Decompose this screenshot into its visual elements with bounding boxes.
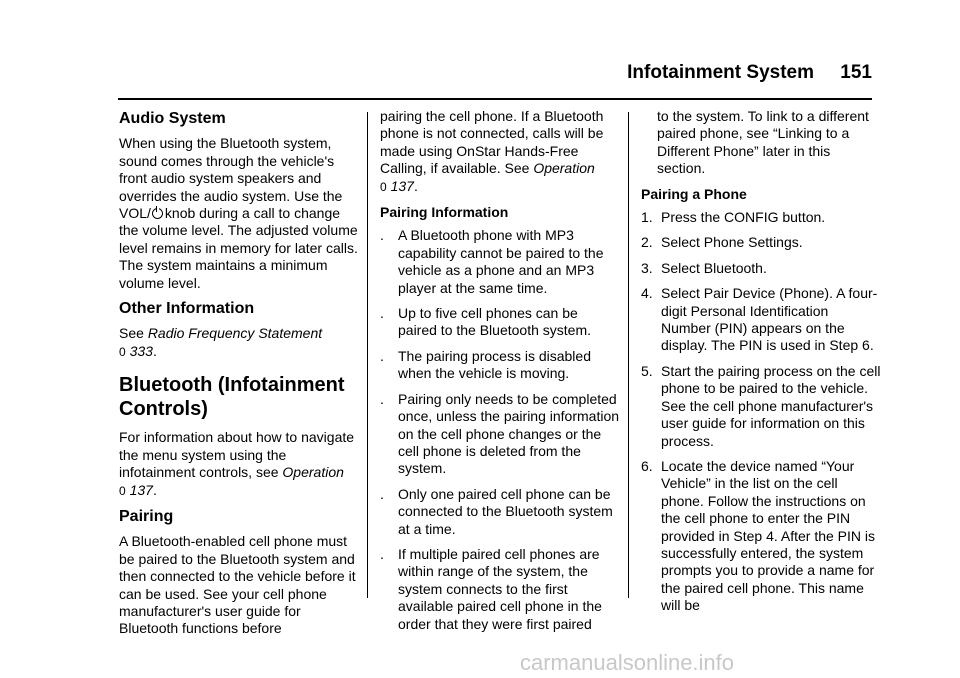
- list-item-text: Pairing only needs to be completed once, unless the pairing information on the cell phone changes or the cell phone is deleted from the system.: [398, 390, 620, 477]
- operation-ref-link[interactable]: Operation: [282, 464, 344, 481]
- page-ref-333[interactable]: 333: [129, 342, 153, 359]
- bluetooth-heading: Bluetooth (Infotainment Controls): [119, 374, 345, 421]
- bullet-mark: .: [380, 227, 384, 244]
- bluetooth-intro-text: For information about how to navigate the menu system using the infotainment controls, see Operation 0 137.: [119, 429, 355, 498]
- step-number: 4.: [641, 285, 653, 302]
- pairing-a-phone-heading: Pairing a Phone: [641, 185, 747, 202]
- page-ref-137[interactable]: 137: [390, 177, 414, 194]
- step-number: 6.: [641, 457, 653, 474]
- see-label: See: [119, 325, 144, 342]
- list-item: [380, 305, 620, 340]
- watermark: carmanualsonline.info: [520, 650, 735, 675]
- bullet-mark: .: [380, 347, 384, 364]
- pairing-heading: Pairing: [119, 507, 174, 525]
- pairing-continued-text: pairing the cell phone. If a Bluetooth phone is not connected, calls will be made using OnStar Hands-Free Calling, if available. See Operation 0 137.: [380, 108, 604, 194]
- step-item: [641, 260, 881, 277]
- other-information-heading: Other Information: [119, 300, 255, 318]
- step-number: 5.: [641, 362, 653, 379]
- operation-ref-link[interactable]: Operation: [533, 160, 595, 177]
- step-text: Press the CONFIG button.: [661, 209, 826, 226]
- header-title: Infotainment System: [627, 62, 814, 83]
- bluetooth-intro: For information about how to navigate the menu system using the infotainment controls, see: [119, 429, 355, 481]
- pairing-continued-text: to the system. To link to a different paired phone, see “Linking to a Different Phone” later in this section.: [657, 108, 869, 177]
- step-item: [641, 209, 881, 226]
- radio-frequency-ref-link[interactable]: Radio Frequency Statement: [147, 325, 323, 342]
- page-header: [118, 62, 872, 102]
- column-divider: [367, 112, 368, 598]
- bullet-mark: .: [380, 390, 384, 407]
- step-item: [641, 234, 881, 251]
- step-item: [641, 458, 881, 615]
- audio-system-heading: Audio System: [119, 110, 226, 127]
- list-item-text: Only one paired cell phone can be connected to the Bluetooth system at a time.: [398, 485, 613, 537]
- page-ref-137[interactable]: 137: [129, 481, 153, 498]
- step-text: Select Phone Settings.: [661, 234, 803, 251]
- page-number: 151: [840, 62, 872, 83]
- step-number: 3.: [641, 259, 653, 276]
- pairing-text: A Bluetooth-enabled cell phone must be paired to the Bluetooth system and then connected to the vehicle before it can be used. See your cell phone manufacturer's user guide for Bluetooth functions before: [119, 533, 356, 637]
- list-item: [380, 391, 620, 478]
- power-icon: [152, 208, 163, 219]
- step-text: Locate the device named “Your Vehicle” in the list on the cell phone. Follow the instructions on the cell phone to enter the PIN provided in Step 4. After the PIN is successfully entered, the system prompts you to provide a name for the paired cell phone. This name will be: [661, 457, 876, 614]
- list-item: [380, 348, 620, 383]
- step-text: Start the pairing process on the cell phone to be paired to the vehicle. See the cell phone manufacturer's user guide for information on this process.: [661, 362, 881, 449]
- bullet-mark: .: [380, 305, 384, 322]
- step-text: Select Pair Device (Phone). A four-digit Personal Identification Number (PIN) appears on the display. The PIN is used in Step 6.: [661, 285, 878, 354]
- list-item: [380, 486, 620, 538]
- pairing-information-heading: Pairing Information: [380, 204, 509, 221]
- pairing-cont: pairing the cell phone. If a Bluetooth phone is not connected, calls will be made using OnStar Hands-Free Calling, if available. See: [380, 108, 604, 177]
- bullet-mark: .: [380, 485, 384, 502]
- header-rule: [118, 98, 872, 100]
- list-item-text: Up to five cell phones can be paired to the Bluetooth system.: [398, 305, 591, 339]
- column-divider: [628, 112, 629, 598]
- bullet-mark: .: [380, 545, 384, 562]
- column-1: [119, 108, 359, 646]
- page-ref-icon: 0: [380, 179, 387, 194]
- audio-text-vol: VOL/: [119, 205, 151, 222]
- list-item-text: The pairing process is disabled when the vehicle is moving.: [398, 347, 591, 382]
- audio-text-part2: knob during a call to change the volume level. The adjusted volume level remains in memory for later calls. The system maintains a minimum volume level.: [119, 205, 358, 291]
- page-ref-icon: 0: [119, 344, 126, 359]
- list-item: [380, 546, 620, 633]
- column-2: [380, 108, 620, 641]
- list-item: [380, 227, 620, 297]
- step-number: 2.: [641, 234, 653, 251]
- audio-text-part1: When using the Bluetooth system, sound comes through the vehicle's front audio system speakers and overrides the audio system. Use the: [119, 135, 343, 204]
- column-3: [641, 108, 881, 623]
- step-item: [641, 363, 881, 450]
- list-item-text: A Bluetooth phone with MP3 capability cannot be paired to the vehicle as a phone and an MP3 player at the same time.: [398, 227, 604, 296]
- page-ref-icon: 0: [119, 483, 126, 498]
- step-number: 1.: [641, 209, 653, 226]
- list-item-text: If multiple paired cell phones are within range of the system, the system connects to the first available paired cell phone in the order that they were first paired: [398, 545, 602, 632]
- other-information-text: See Radio Frequency Statement 0 333.: [119, 325, 323, 359]
- step-text: Select Bluetooth.: [661, 259, 767, 276]
- step-item: [641, 285, 881, 355]
- audio-system-text: [119, 135, 359, 292]
